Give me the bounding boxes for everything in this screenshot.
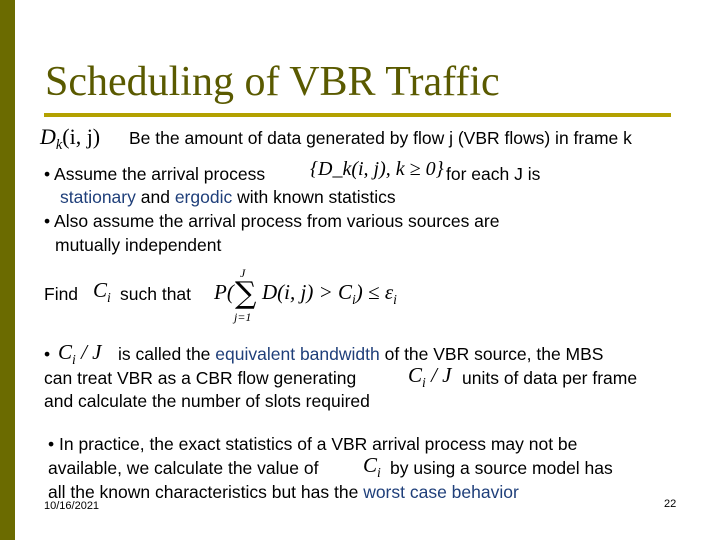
eq-p-open: P( xyxy=(214,280,234,304)
term-stationary: stationary xyxy=(60,187,136,207)
such-that-label: such that xyxy=(120,284,192,304)
bullet2-line2: mutually independent xyxy=(55,235,222,255)
page-number: 22 xyxy=(664,498,677,510)
bullet3-line2a: can treat VBR as a CBR flow generating xyxy=(44,368,357,388)
sum-upper-limit: J xyxy=(240,266,246,280)
formula-dk-ij xyxy=(40,124,100,154)
formula-dk-sub: k xyxy=(55,137,63,153)
formula-ci-over-j-2 xyxy=(408,363,451,391)
formula-ci-inline-sub: i xyxy=(377,464,381,480)
bullet1-line2-rest: with known statistics xyxy=(237,187,396,207)
formula-ci-j2-sub: i xyxy=(422,374,426,390)
formula-ci-j-sub: i xyxy=(72,351,76,367)
bullet4-line2b: by using a source model has xyxy=(390,458,613,478)
summation-symbol: ∑ xyxy=(235,276,257,311)
bullet4-line3-text: all the known characteristics but has the xyxy=(48,482,359,502)
bullet3-line1 xyxy=(118,343,603,366)
bullet4-line2a: available, we calculate the value of xyxy=(48,458,319,478)
bullet1-prefix: • Assume the arrival process xyxy=(44,164,266,184)
footer-date: 10/16/2021 xyxy=(44,500,100,512)
definition-text: Be the amount of data generated by flow j (VBR flows) in frame k xyxy=(129,128,632,148)
bullet4-line1: • In practice, the exact statistics of a VBR arrival process may not be xyxy=(48,434,578,454)
eq-close-sub: i xyxy=(393,291,397,307)
formula-ci-var: C xyxy=(93,278,108,302)
formula-ci xyxy=(93,278,111,306)
left-accent-bar xyxy=(0,0,15,540)
sum-lower-limit: j=1 xyxy=(234,310,252,324)
formula-arrival-process: {D_k(i, j), k ≥ 0} xyxy=(310,158,444,180)
formula-ci-sub: i xyxy=(107,289,111,305)
bullet3-text-a: is called the xyxy=(118,344,211,364)
eq-body-sub: i xyxy=(352,291,356,307)
bullet2-line1: • Also assume the arrival process from various sources are xyxy=(44,211,500,231)
bullet3-line2b: units of data per frame xyxy=(462,368,638,388)
formula-ci-j-tail: / J xyxy=(75,340,102,364)
formula-ci-j2-tail: / J xyxy=(425,363,452,387)
eq-body-main: D(i, j) > C xyxy=(262,280,352,304)
bullet3-marker: • xyxy=(44,344,51,364)
formula-dk-args: (i, j) xyxy=(62,124,101,149)
eq-body xyxy=(262,280,397,308)
term-worst-case: worst case behavior xyxy=(363,482,519,502)
bullet3-text-b: of the VBR source, the MBS xyxy=(384,344,604,364)
probability-equation xyxy=(210,266,410,326)
eq-close: ) ≤ ε xyxy=(355,280,394,304)
formula-ci-j2-var: C xyxy=(408,363,423,387)
word-and: and xyxy=(140,187,170,207)
find-label: Find xyxy=(44,284,79,304)
formula-dk-var: D xyxy=(40,124,56,149)
formula-ci-inline-var: C xyxy=(363,453,378,477)
formula-ci-inline xyxy=(363,453,381,481)
bullet3-line3: and calculate the number of slots required xyxy=(44,391,370,411)
bullet4-line3 xyxy=(48,481,519,504)
bullet1-suffix: for each J is xyxy=(446,164,541,184)
formula-ci-j-var: C xyxy=(58,340,73,364)
formula-ci-over-j xyxy=(58,340,101,368)
page-title: Scheduling of VBR Traffic xyxy=(45,59,500,105)
bullet1-line2 xyxy=(60,186,396,209)
title-divider xyxy=(44,113,671,117)
term-equivalent-bandwidth: equivalent bandwidth xyxy=(215,344,380,364)
term-ergodic: ergodic xyxy=(174,187,233,207)
